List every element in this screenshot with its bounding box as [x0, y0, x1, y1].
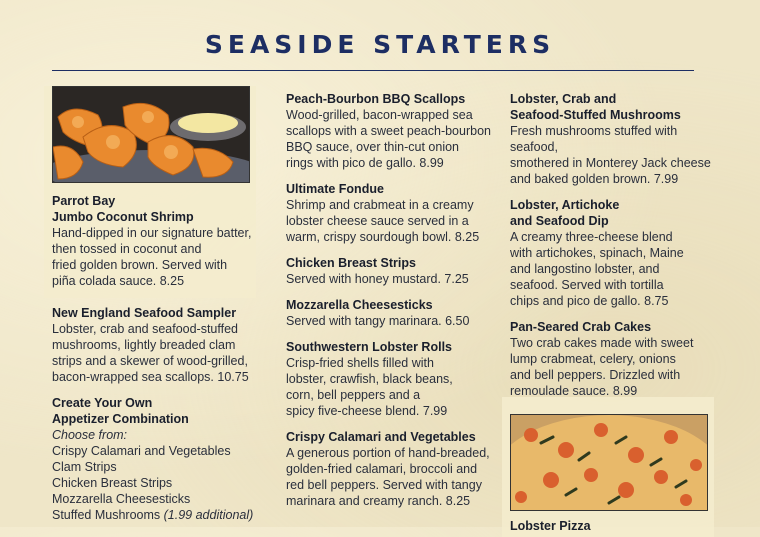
- menu-column-3: [510, 91, 725, 534]
- item-description: and baked golden brown. 7.99: [510, 172, 679, 186]
- item-description: bacon-wrapped sea scallops. 10.75: [52, 370, 249, 384]
- item-name: Seafood-Stuffed Mushrooms: [510, 108, 681, 122]
- appetizer-combination-item: [52, 395, 262, 523]
- ultimate-fondue-item: [286, 181, 498, 245]
- menu-column-1: [52, 86, 262, 533]
- item-description: strips and a skewer of wood-grilled,: [52, 354, 248, 368]
- item-name: Lobster, Artichoke: [510, 198, 620, 212]
- lobster-pizza-photo: [510, 414, 708, 511]
- item-description: then tossed in coconut and: [52, 242, 202, 256]
- stuffed-mushrooms-item: [510, 91, 725, 187]
- mozzarella-cheesesticks-item: [286, 297, 498, 329]
- item-description: Crisp-fried shells filled with: [286, 356, 434, 370]
- item-description: red bell peppers. Served with tangy: [286, 478, 482, 492]
- coconut-shrimp-photo: [52, 86, 250, 183]
- combo-option: Stuffed Mushrooms: [52, 508, 161, 522]
- item-description: Served with tangy marinara. 6.50: [286, 314, 470, 328]
- lobster-pizza-name: Lobster Pizza: [510, 519, 591, 533]
- item-description: and langostino lobster, and: [510, 262, 660, 276]
- combo-option: Chicken Breast Strips: [52, 476, 173, 490]
- title-divider: [52, 70, 694, 71]
- item-description: chips and pico de gallo. 8.75: [510, 294, 669, 308]
- item-name: Southwestern Lobster Rolls: [286, 340, 452, 354]
- item-description: Lobster, crab and seafood-stuffed: [52, 322, 239, 336]
- choose-from-label: Choose from:: [52, 428, 128, 442]
- item-description: lump crabmeat, celery, onions: [510, 352, 676, 366]
- seafood-dip-item: [510, 197, 725, 309]
- item-description: lobster, crawfish, black beans,: [286, 372, 453, 386]
- item-description: marinara and creamy ranch. 8.25: [286, 494, 471, 508]
- item-description: fried golden brown. Served with: [52, 258, 228, 272]
- item-name: Crispy Calamari and Vegetables: [286, 430, 476, 444]
- item-description: warm, crispy sourdough bowl. 8.25: [286, 230, 480, 244]
- item-name: Peach-Bourbon BBQ Scallops: [286, 92, 466, 106]
- item-description: lobster cheese sauce served in a: [286, 214, 469, 228]
- additional-charge-note: (1.99 additional): [163, 508, 254, 522]
- item-description: Hand-dipped in our signature batter,: [52, 226, 252, 240]
- item-description: scallops with a sweet peach-bourbon: [286, 124, 491, 138]
- item-description: remoulade sauce. 8.99: [510, 384, 638, 398]
- coconut-shrimp-image: [53, 87, 249, 182]
- item-description: Served with honey mustard. 7.25: [286, 272, 469, 286]
- combo-option: Clam Strips: [52, 460, 117, 474]
- item-name: Appetizer Combination: [52, 412, 189, 426]
- item-name: New England Seafood Sampler: [52, 306, 237, 320]
- item-description: Two crab cakes made with sweet: [510, 336, 694, 350]
- item-name: Chicken Breast Strips: [286, 256, 416, 270]
- combo-option: Mozzarella Cheesesticks: [52, 492, 191, 506]
- coconut-shrimp-item: [52, 193, 262, 289]
- item-name: Pan-Seared Crab Cakes: [510, 320, 652, 334]
- item-description: spicy five-cheese blend. 7.99: [286, 404, 448, 418]
- item-name: Jumbo Coconut Shrimp: [52, 210, 194, 224]
- item-name: Create Your Own: [52, 396, 153, 410]
- item-name: Parrot Bay: [52, 194, 116, 208]
- item-description: A generous portion of hand-breaded,: [286, 446, 490, 460]
- item-description: BBQ sauce, over thin-cut onion: [286, 140, 460, 154]
- item-description: corn, bell peppers and a: [286, 388, 421, 402]
- item-description: A creamy three-cheese blend: [510, 230, 673, 244]
- chicken-strips-item: [286, 255, 498, 287]
- item-description: and bell peppers. Drizzled with: [510, 368, 681, 382]
- bbq-scallops-item: [286, 91, 498, 171]
- crab-cakes-item: [510, 319, 725, 399]
- combo-option: Crispy Calamari and Vegetables: [52, 444, 231, 458]
- item-name: Ultimate Fondue: [286, 182, 384, 196]
- combo-option-last: [52, 507, 262, 523]
- item-name: and Seafood Dip: [510, 214, 609, 228]
- crispy-calamari-item: [286, 429, 498, 509]
- item-description: piña colada sauce. 8.25: [52, 274, 185, 288]
- lobster-pizza-image: [511, 415, 707, 510]
- item-name: Mozzarella Cheesesticks: [286, 298, 433, 312]
- item-description: seafood. Served with tortilla: [510, 278, 664, 292]
- item-description: with artichokes, spinach, Maine: [510, 246, 684, 260]
- page-title: SEASIDE STARTERS: [204, 30, 556, 59]
- item-description: golden-fried calamari, broccoli and: [286, 462, 478, 476]
- menu-column-2: [286, 91, 498, 519]
- item-description: Wood-grilled, bacon-wrapped sea: [286, 108, 473, 122]
- item-description: Fresh mushrooms stuffed with seafood,: [510, 124, 678, 154]
- item-description: rings with pico de gallo. 8.99: [286, 156, 444, 170]
- item-description: smothered in Monterey Jack cheese: [510, 156, 711, 170]
- item-name: Lobster, Crab and: [510, 92, 617, 106]
- item-description: mushrooms, lightly breaded clam: [52, 338, 236, 352]
- lobster-rolls-item: [286, 339, 498, 419]
- seafood-sampler-item: [52, 305, 262, 385]
- item-description: Shrimp and crabmeat in a creamy: [286, 198, 474, 212]
